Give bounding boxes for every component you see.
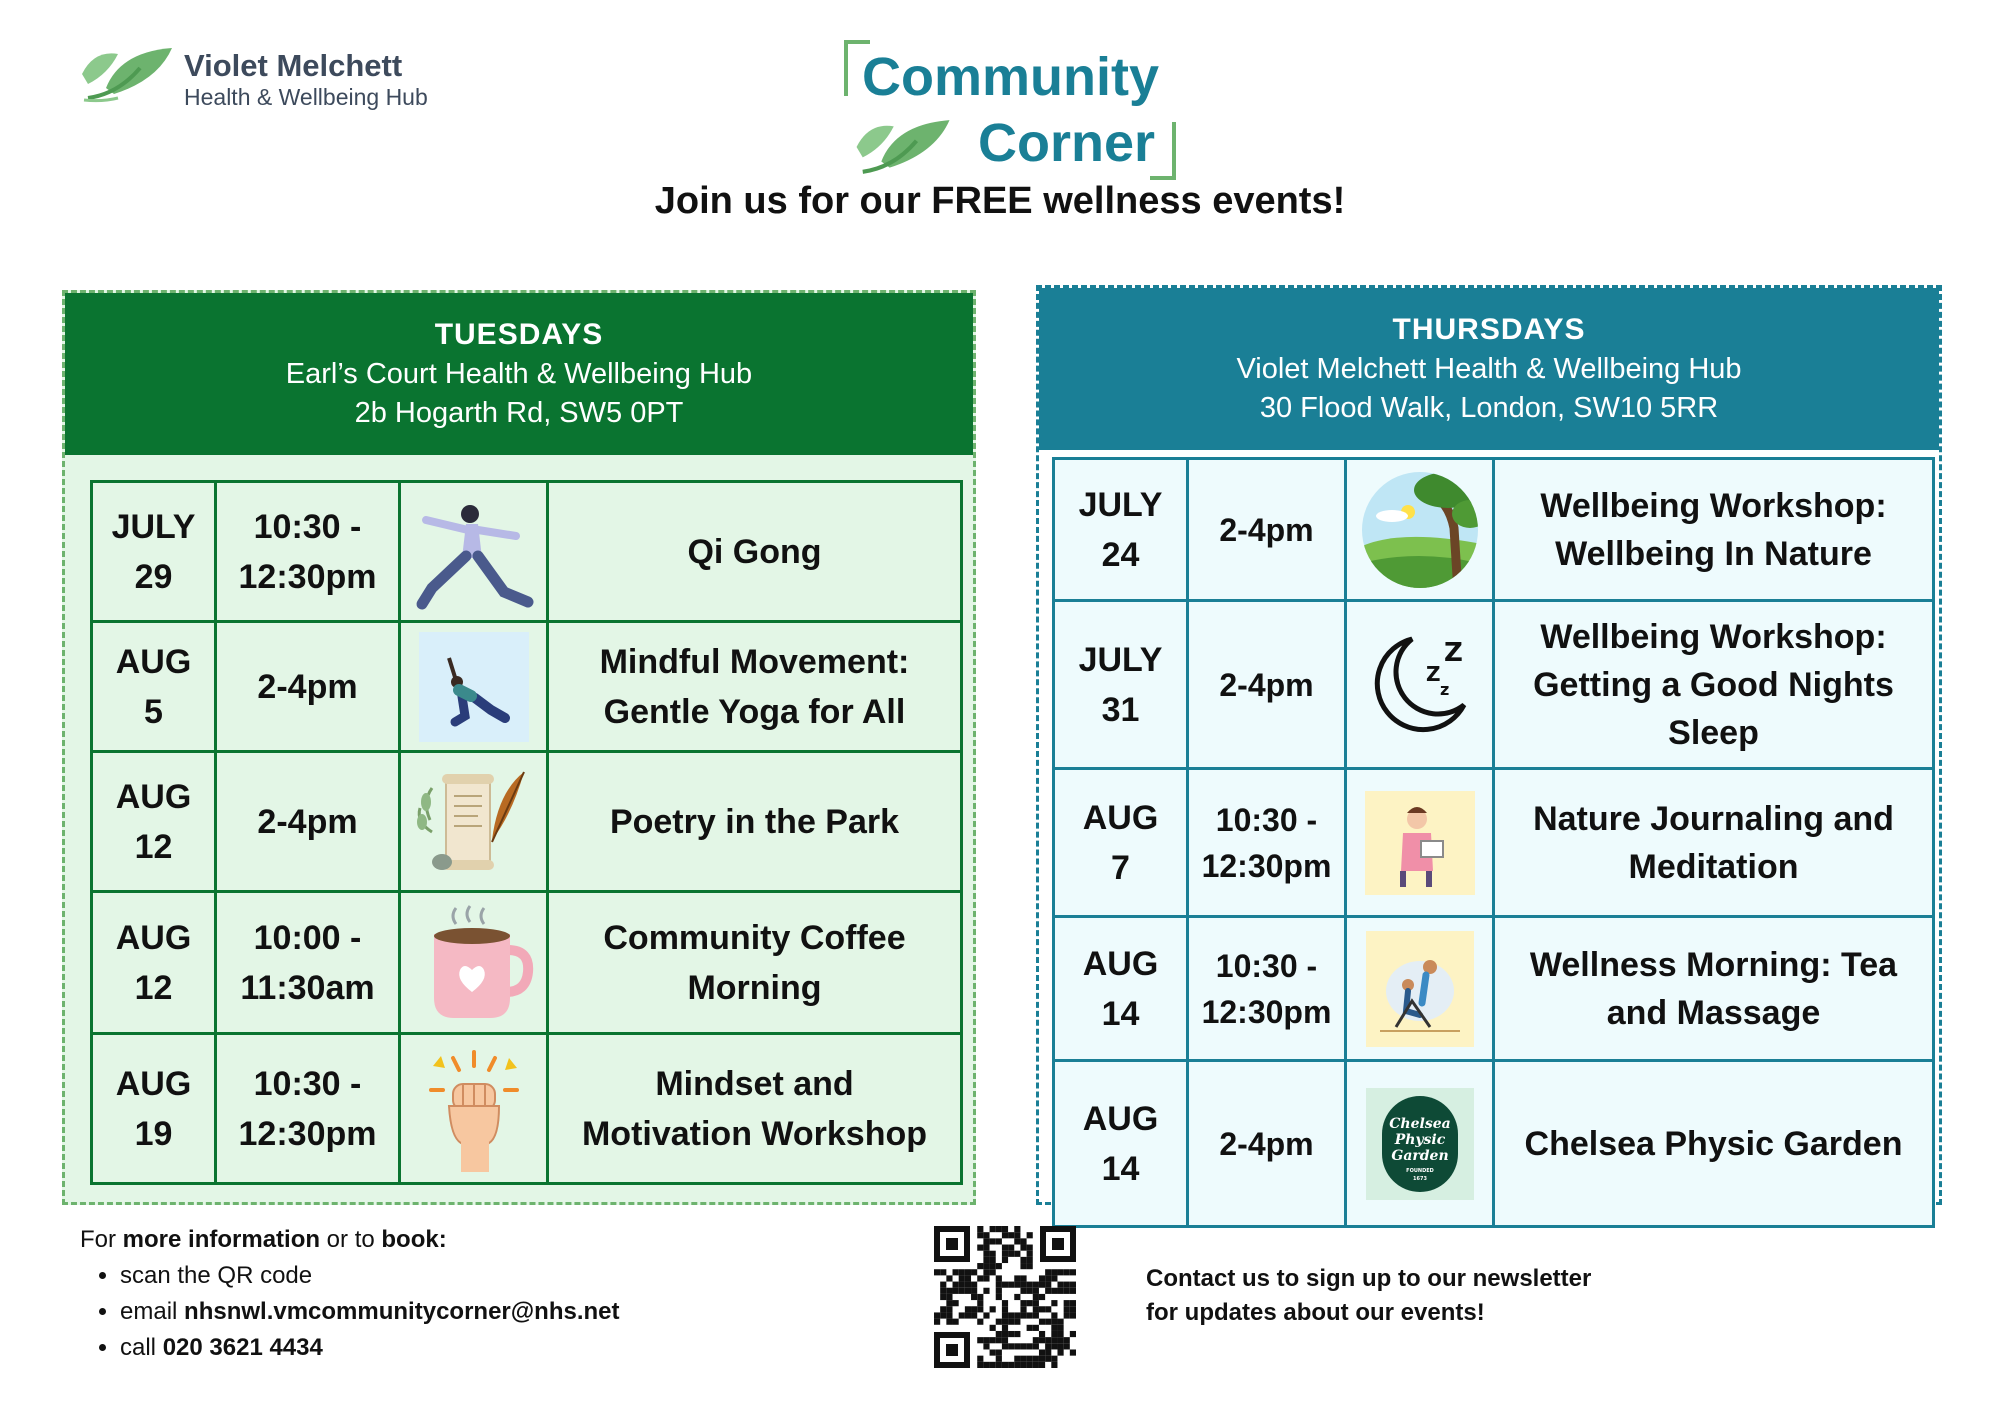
- tagline: Join us for our FREE wellness events!: [654, 180, 1346, 222]
- event-title: Wellbeing Workshop: Getting a Good Nights Sleep: [1494, 601, 1934, 769]
- brand-logo: [78, 44, 458, 114]
- leaf-icon: [852, 116, 952, 178]
- event-image: [1346, 459, 1494, 601]
- journaling-person-icon: [1365, 791, 1475, 895]
- event-date: AUG 5: [92, 622, 216, 752]
- event-title: Wellbeing Workshop: Wellbeing In Nature: [1494, 459, 1934, 601]
- contact-email-link[interactable]: nhsnwl.vmcommunitycorner@nhs.net: [184, 1298, 620, 1325]
- thursdays-address: 30 Flood Walk, London, SW10 5RR: [1259, 392, 1719, 424]
- tuesdays-events-table: [90, 480, 963, 1185]
- svg-text:Chelsea: Chelsea: [1388, 1115, 1451, 1132]
- list-item: • scan the QR code: [120, 1258, 620, 1294]
- leaf-logo-icon: [78, 44, 174, 104]
- event-image: [1346, 601, 1494, 769]
- svg-text:Z: Z: [1443, 637, 1463, 668]
- event-time: 10:30 - 12:30pm: [1188, 769, 1346, 917]
- svg-text:Physic: Physic: [1394, 1131, 1445, 1148]
- event-image: [400, 892, 548, 1034]
- svg-text:1673: 1673: [1412, 1175, 1427, 1182]
- coffee-mug-heart-icon: [412, 900, 536, 1026]
- tuesdays-header: [65, 293, 973, 455]
- event-time: 10:30 - 12:30pm: [216, 482, 400, 622]
- raised-fist-icon: [419, 1044, 529, 1174]
- event-date: AUG 19: [92, 1034, 216, 1184]
- event-time: 2-4pm: [1188, 601, 1346, 769]
- event-image: [400, 622, 548, 752]
- svg-text:FOUNDED: FOUNDED: [1405, 1167, 1434, 1174]
- booking-options-list: [80, 1258, 620, 1366]
- yoga-pose-icon: [419, 632, 529, 742]
- event-date: AUG 14: [1054, 1061, 1188, 1227]
- table-row: [1054, 917, 1934, 1061]
- table-row: [92, 622, 962, 752]
- thursdays-header: [1039, 288, 1939, 450]
- table-row: [1054, 459, 1934, 601]
- massage-chair-icon: [1366, 931, 1474, 1047]
- nature-tree-icon: [1358, 468, 1482, 592]
- event-date: AUG 12: [92, 752, 216, 892]
- event-title: Mindful Movement: Gentle Yoga for All: [548, 622, 962, 752]
- tuesdays-panel: [62, 290, 976, 1205]
- table-row: [92, 1034, 962, 1184]
- moon-sleep-icon: [1360, 625, 1480, 745]
- event-title: Wellness Morning: Tea and Massage: [1494, 917, 1934, 1061]
- tuesdays-venue: Earl’s Court Health & Wellbeing Hub: [285, 358, 753, 390]
- event-title: Community Coffee Morning: [548, 892, 962, 1034]
- booking-info: [80, 1222, 620, 1366]
- event-time: 2-4pm: [1188, 459, 1346, 601]
- table-row: [1054, 1061, 1934, 1227]
- scroll-quill-icon: [412, 762, 536, 882]
- table-row: [92, 892, 962, 1034]
- title-line2: Corner: [978, 113, 1156, 173]
- event-time: 2-4pm: [216, 752, 400, 892]
- table-row: [1054, 769, 1934, 917]
- table-row: [1054, 601, 1934, 769]
- event-title: Chelsea Physic Garden: [1494, 1061, 1934, 1227]
- list-item: • email nhsnwl.vmcommunitycorner@nhs.net: [120, 1294, 620, 1330]
- event-title: Mindset and Motivation Workshop: [548, 1034, 962, 1184]
- thursdays-venue: Violet Melchett Health & Wellbeing Hub: [1236, 353, 1742, 385]
- event-time: 2-4pm: [1188, 1061, 1346, 1227]
- event-image: [400, 1034, 548, 1184]
- event-date: JULY 29: [92, 482, 216, 622]
- qi-gong-figure-icon: [412, 492, 536, 612]
- event-date: JULY 31: [1054, 601, 1188, 769]
- chelsea-physic-garden-logo-icon: [1366, 1088, 1474, 1200]
- event-title: Poetry in the Park: [548, 752, 962, 892]
- thursdays-day: THURSDAYS: [1392, 313, 1586, 346]
- tuesdays-day: TUESDAYS: [434, 318, 604, 351]
- event-image: [1346, 769, 1494, 917]
- event-date: AUG 7: [1054, 769, 1188, 917]
- thursdays-panel: [1036, 285, 1942, 1205]
- newsletter-note: Contact us to sign up to our newsletter for updates about our events!: [1146, 1265, 1592, 1326]
- svg-text:z: z: [1439, 679, 1449, 699]
- booking-intro: For more information or to book:: [80, 1226, 447, 1253]
- event-time: 10:30 - 12:30pm: [1188, 917, 1346, 1061]
- brand-name: Violet Melchett: [184, 48, 403, 83]
- event-image: [1346, 1061, 1494, 1227]
- event-title: Nature Journaling and Meditation: [1494, 769, 1934, 917]
- event-time: 10:30 - 12:30pm: [216, 1034, 400, 1184]
- qr-code-icon[interactable]: [934, 1226, 1076, 1368]
- event-time: 10:00 - 11:30am: [216, 892, 400, 1034]
- event-image: [1346, 917, 1494, 1061]
- event-date: AUG 12: [92, 892, 216, 1034]
- event-date: JULY 24: [1054, 459, 1188, 601]
- event-title: Qi Gong: [548, 482, 962, 622]
- event-image: [400, 752, 548, 892]
- event-time: 2-4pm: [216, 622, 400, 752]
- list-item: • call 020 3621 4434: [120, 1330, 620, 1366]
- svg-text:Garden: Garden: [1390, 1147, 1449, 1164]
- brand-subtitle: Health & Wellbeing Hub: [184, 84, 428, 110]
- table-row: [92, 752, 962, 892]
- svg-text:Z: Z: [1425, 661, 1441, 686]
- event-image: [400, 482, 548, 622]
- contact-phone-link[interactable]: 020 3621 4434: [162, 1334, 323, 1361]
- community-corner-title: [840, 36, 1180, 186]
- title-line1: Community: [862, 47, 1159, 107]
- tuesdays-address: 2b Hogarth Rd, SW5 0PT: [354, 397, 684, 429]
- table-row: [92, 482, 962, 622]
- thursdays-events-table: [1052, 457, 1935, 1228]
- event-date: AUG 14: [1054, 917, 1188, 1061]
